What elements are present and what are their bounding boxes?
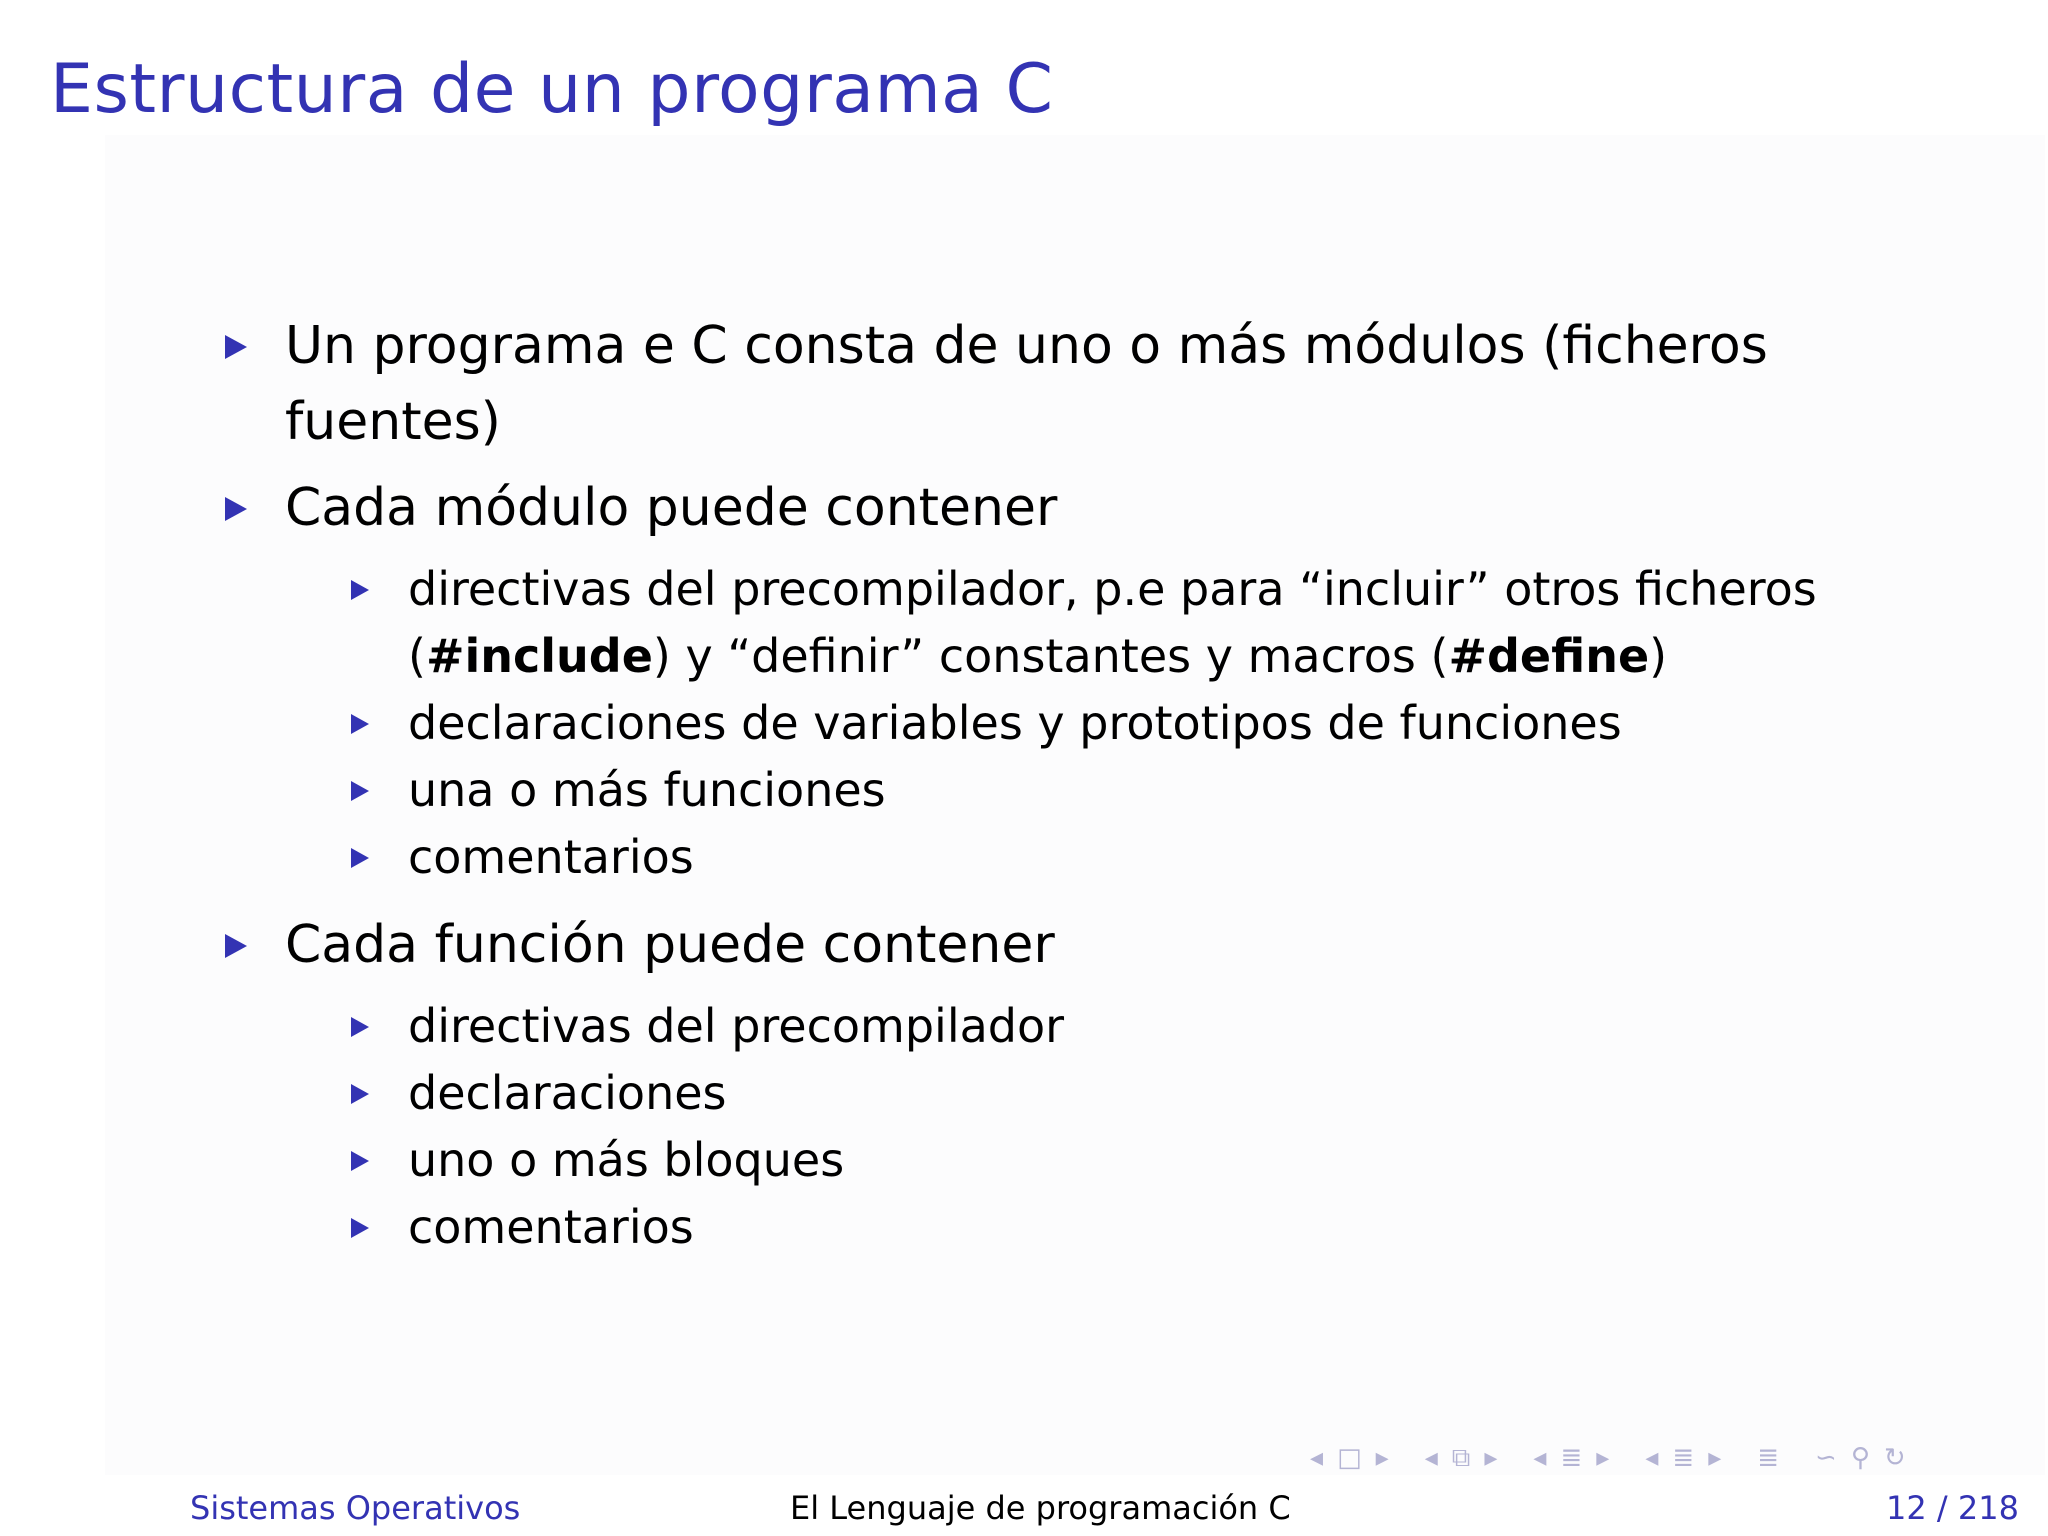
sub-bullet-text-pre: directivas del precompilador, p.e para “incluir” otros ficheros ( [408,562,1817,683]
triangle-bullet-icon [225,497,247,521]
sub-bullet-text: declaraciones de variables y prototipos de funciones [408,696,1622,750]
section-icon[interactable]: ≣ [1672,1443,1695,1473]
prev-arrow-icon[interactable]: ◂ [1424,1443,1438,1473]
sub-bullet-text-mid: ) y “definir” constantes y macros ( [652,629,1449,683]
sub-bullet-item [215,556,1865,690]
section-icon[interactable]: ≣ [1560,1443,1583,1473]
bullet-text: Cada módulo puede contener [285,478,1058,538]
slide-content [215,308,1865,1277]
footer-course: Sistemas Operativos [190,1489,521,1527]
sub-bullet-item [215,1127,1865,1194]
sub-bullet-text: uno o más bloques [408,1133,845,1187]
sub-bullet-item [215,1194,1865,1261]
subsection-icon[interactable]: ⧉ [1451,1442,1471,1473]
next-arrow-icon[interactable]: ▸ [1596,1443,1610,1473]
slide-title: Estructura de un programa C [50,50,1054,129]
prev-arrow-icon[interactable]: ◂ [1310,1443,1324,1473]
bullet-item [215,470,1865,546]
sub-bullet-text-post: ) [1649,629,1668,683]
triangle-bullet-icon [351,580,369,600]
section-icon[interactable]: ≣ [1757,1443,1780,1473]
sub-bullet-text: comentarios [408,1200,694,1254]
triangle-bullet-icon [351,848,369,868]
triangle-bullet-icon [351,1151,369,1171]
sub-bullet-item [215,690,1865,757]
bullet-item [215,308,1865,460]
bullet-text: Un programa e C consta de uno o más módulos (ficheros fuentes) [285,316,1768,452]
triangle-bullet-icon [351,781,369,801]
sub-bullet-item [215,993,1865,1060]
sub-bullet-text: comentarios [408,830,694,884]
sub-list [215,556,1865,891]
zoom-icon[interactable]: ⚲ [1850,1443,1870,1473]
triangle-bullet-icon [351,1084,369,1104]
sub-bullet-item [215,757,1865,824]
beamer-navigation-bar [1310,1440,1920,1476]
triangle-bullet-icon [351,1218,369,1238]
bullet-text: Cada función puede contener [285,915,1055,975]
next-arrow-icon[interactable]: ▸ [1708,1443,1722,1473]
page-number: 12 / 218 [1886,1489,2019,1527]
footer-title: El Lenguaje de programación C [790,1489,1291,1527]
triangle-bullet-icon [351,714,369,734]
triangle-bullet-icon [351,1017,369,1037]
next-arrow-icon[interactable]: ▸ [1375,1443,1389,1473]
define-keyword: #define [1448,629,1650,683]
include-keyword: #include [425,629,653,683]
refresh-icon[interactable]: ↻ [1883,1443,1906,1473]
sub-bullet-item [215,1060,1865,1127]
prev-arrow-icon[interactable]: ◂ [1533,1443,1547,1473]
sub-list [215,993,1865,1261]
bullet-item [215,907,1865,983]
prev-arrow-icon[interactable]: ◂ [1645,1443,1659,1473]
search-icon[interactable]: ∽ [1815,1443,1837,1473]
triangle-bullet-icon [225,934,247,958]
frame-icon[interactable]: □ [1337,1443,1362,1473]
triangle-bullet-icon [225,335,247,359]
sub-bullet-item [215,824,1865,891]
next-arrow-icon[interactable]: ▸ [1484,1443,1498,1473]
sub-bullet-text: una o más funciones [408,763,886,817]
sub-bullet-text: declaraciones [408,1066,727,1120]
sub-bullet-text: directivas del precompilador [408,999,1065,1053]
